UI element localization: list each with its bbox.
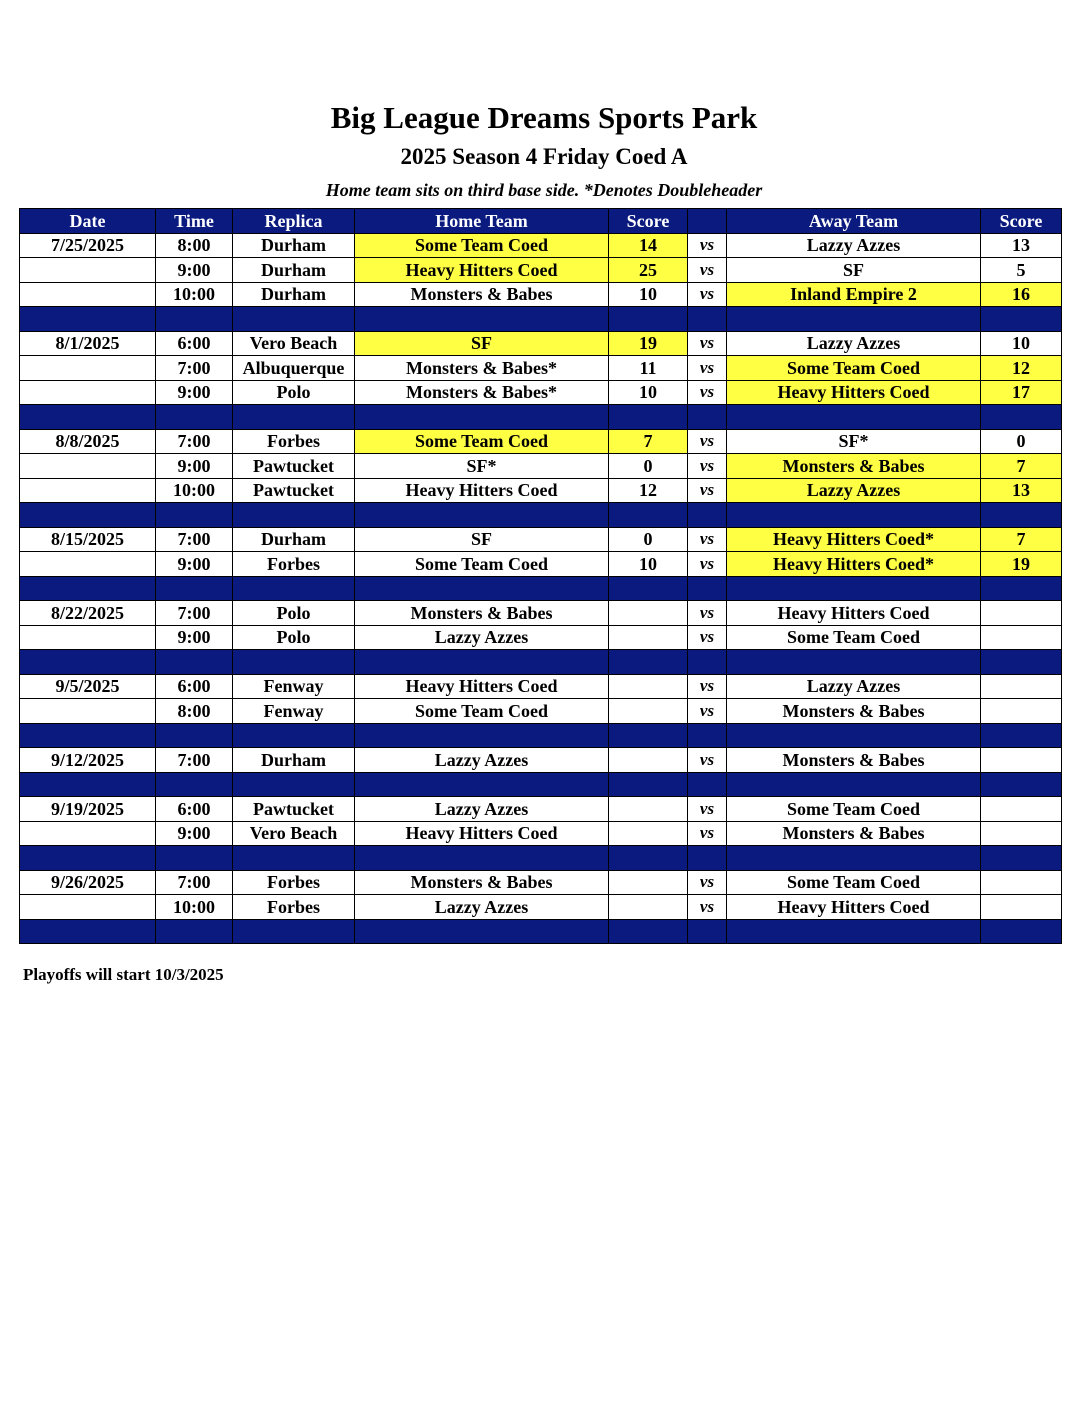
separator-row (20, 772, 1062, 797)
home-score: 19 (609, 331, 688, 356)
game-date (20, 699, 156, 724)
separator-row (20, 723, 1062, 748)
home-team: Some Team Coed (355, 233, 609, 258)
separator-cell (609, 405, 688, 430)
vs-label: vs (688, 282, 727, 307)
table-row (20, 527, 1062, 552)
away-score: 16 (981, 282, 1062, 307)
separator-cell (688, 772, 727, 797)
away-score (981, 821, 1062, 846)
home-score: 11 (609, 356, 688, 381)
schedule-note: Home team sits on third base side. *Denotes Doubleheader (325, 180, 763, 200)
game-date: 9/19/2025 (20, 797, 156, 822)
separator-row (20, 650, 1062, 675)
home-team: Some Team Coed (355, 429, 609, 454)
separator-cell (981, 919, 1062, 944)
vs-label: vs (688, 552, 727, 577)
away-team: Monsters & Babes (727, 821, 981, 846)
away-score: 12 (981, 356, 1062, 381)
home-score: 7 (609, 429, 688, 454)
separator-row (20, 503, 1062, 528)
game-replica: Fenway (233, 699, 355, 724)
separator-cell (156, 405, 233, 430)
separator-cell (233, 650, 355, 675)
home-score: 25 (609, 258, 688, 283)
home-team: Some Team Coed (355, 699, 609, 724)
vs-label: vs (688, 233, 727, 258)
away-score (981, 625, 1062, 650)
home-score: 14 (609, 233, 688, 258)
game-replica: Durham (233, 527, 355, 552)
vs-label: vs (688, 380, 727, 405)
game-time: 9:00 (156, 552, 233, 577)
game-time: 9:00 (156, 821, 233, 846)
separator-cell (727, 405, 981, 430)
separator-cell (233, 772, 355, 797)
game-date (20, 380, 156, 405)
col-header-home-score: Score (609, 209, 688, 234)
table-row (20, 625, 1062, 650)
away-team: Lazzy Azzes (727, 674, 981, 699)
game-replica: Polo (233, 601, 355, 626)
separator-cell (609, 307, 688, 332)
game-date (20, 552, 156, 577)
table-row (20, 895, 1062, 920)
away-score (981, 748, 1062, 773)
home-score (609, 674, 688, 699)
table-row (20, 233, 1062, 258)
separator-cell (233, 503, 355, 528)
home-team: SF (355, 331, 609, 356)
separator-cell (355, 846, 609, 871)
game-date (20, 895, 156, 920)
game-replica: Durham (233, 748, 355, 773)
home-team: Lazzy Azzes (355, 625, 609, 650)
separator-cell (20, 650, 156, 675)
vs-label: vs (688, 429, 727, 454)
separator-cell (727, 576, 981, 601)
separator-cell (688, 650, 727, 675)
home-score: 0 (609, 527, 688, 552)
separator-cell (233, 919, 355, 944)
schedule-body (20, 233, 1062, 944)
vs-label: vs (688, 258, 727, 283)
game-date (20, 625, 156, 650)
vs-label: vs (688, 625, 727, 650)
vs-label: vs (688, 699, 727, 724)
vs-label: vs (688, 797, 727, 822)
separator-cell (355, 307, 609, 332)
separator-cell (727, 919, 981, 944)
table-row (20, 454, 1062, 479)
home-score (609, 699, 688, 724)
separator-cell (156, 650, 233, 675)
game-time: 10:00 (156, 478, 233, 503)
home-score: 0 (609, 454, 688, 479)
separator-cell (609, 723, 688, 748)
table-row (20, 380, 1062, 405)
away-score (981, 797, 1062, 822)
page-title: Big League Dreams Sports Park (330, 100, 758, 135)
away-team: SF (727, 258, 981, 283)
separator-row (20, 307, 1062, 332)
home-team: Monsters & Babes (355, 601, 609, 626)
away-team: Some Team Coed (727, 356, 981, 381)
vs-label: vs (688, 478, 727, 503)
col-header-away-team: Away Team (727, 209, 981, 234)
separator-cell (609, 503, 688, 528)
game-replica: Pawtucket (233, 478, 355, 503)
game-replica: Durham (233, 233, 355, 258)
vs-label: vs (688, 748, 727, 773)
playoffs-note: Playoffs will start 10/3/2025 (23, 965, 224, 984)
away-score (981, 699, 1062, 724)
vs-label: vs (688, 674, 727, 699)
away-team: Heavy Hitters Coed (727, 895, 981, 920)
away-score (981, 895, 1062, 920)
separator-cell (981, 307, 1062, 332)
table-row (20, 601, 1062, 626)
table-row (20, 356, 1062, 381)
separator-cell (981, 405, 1062, 430)
away-team: Heavy Hitters Coed (727, 380, 981, 405)
game-date (20, 258, 156, 283)
home-team: Monsters & Babes (355, 870, 609, 895)
separator-cell (609, 772, 688, 797)
vs-label: vs (688, 601, 727, 626)
game-time: 10:00 (156, 282, 233, 307)
separator-cell (981, 723, 1062, 748)
home-team: Lazzy Azzes (355, 895, 609, 920)
separator-cell (20, 576, 156, 601)
table-row (20, 797, 1062, 822)
separator-cell (609, 650, 688, 675)
away-team: Monsters & Babes (727, 699, 981, 724)
col-header-vs (688, 209, 727, 234)
game-time: 6:00 (156, 331, 233, 356)
home-team: Heavy Hitters Coed (355, 258, 609, 283)
game-date: 8/22/2025 (20, 601, 156, 626)
away-score: 10 (981, 331, 1062, 356)
table-row (20, 748, 1062, 773)
separator-cell (609, 576, 688, 601)
away-team: Lazzy Azzes (727, 478, 981, 503)
table-row (20, 699, 1062, 724)
separator-cell (981, 650, 1062, 675)
home-team: Lazzy Azzes (355, 748, 609, 773)
col-header-home-team: Home Team (355, 209, 609, 234)
home-score (609, 870, 688, 895)
separator-cell (688, 405, 727, 430)
away-team: Heavy Hitters Coed (727, 601, 981, 626)
game-time: 7:00 (156, 429, 233, 454)
game-date (20, 478, 156, 503)
table-row (20, 282, 1062, 307)
separator-cell (156, 772, 233, 797)
separator-row (20, 846, 1062, 871)
game-replica: Forbes (233, 870, 355, 895)
game-replica: Albuquerque (233, 356, 355, 381)
separator-cell (727, 772, 981, 797)
home-team: Lazzy Azzes (355, 797, 609, 822)
game-replica: Pawtucket (233, 797, 355, 822)
away-score: 13 (981, 478, 1062, 503)
game-replica: Durham (233, 258, 355, 283)
col-header-away-score: Score (981, 209, 1062, 234)
separator-cell (156, 919, 233, 944)
game-time: 9:00 (156, 625, 233, 650)
game-replica: Pawtucket (233, 454, 355, 479)
game-time: 7:00 (156, 601, 233, 626)
away-team: Heavy Hitters Coed* (727, 527, 981, 552)
col-header-replica: Replica (233, 209, 355, 234)
away-score (981, 870, 1062, 895)
game-time: 7:00 (156, 527, 233, 552)
away-team: Monsters & Babes (727, 454, 981, 479)
game-date: 7/25/2025 (20, 233, 156, 258)
separator-cell (355, 576, 609, 601)
game-date: 8/8/2025 (20, 429, 156, 454)
game-replica: Durham (233, 282, 355, 307)
separator-cell (355, 919, 609, 944)
game-time: 10:00 (156, 895, 233, 920)
game-date (20, 356, 156, 381)
game-replica: Polo (233, 380, 355, 405)
table-row (20, 821, 1062, 846)
table-row (20, 674, 1062, 699)
away-score: 13 (981, 233, 1062, 258)
game-date: 9/5/2025 (20, 674, 156, 699)
separator-cell (727, 307, 981, 332)
separator-cell (688, 919, 727, 944)
game-time: 9:00 (156, 454, 233, 479)
separator-row (20, 405, 1062, 430)
game-time: 6:00 (156, 674, 233, 699)
separator-cell (355, 405, 609, 430)
home-team: Monsters & Babes* (355, 356, 609, 381)
home-team: Monsters & Babes (355, 282, 609, 307)
home-team: Heavy Hitters Coed (355, 821, 609, 846)
separator-cell (355, 723, 609, 748)
home-score (609, 821, 688, 846)
table-row (20, 552, 1062, 577)
table-row (20, 258, 1062, 283)
separator-cell (688, 723, 727, 748)
away-score (981, 601, 1062, 626)
home-score (609, 797, 688, 822)
away-score: 0 (981, 429, 1062, 454)
separator-cell (688, 576, 727, 601)
vs-label: vs (688, 454, 727, 479)
home-score: 12 (609, 478, 688, 503)
separator-cell (20, 405, 156, 430)
separator-cell (981, 846, 1062, 871)
page-subtitle: 2025 Season 4 Friday Coed A (400, 144, 688, 169)
header-row (20, 209, 1062, 234)
home-team: Heavy Hitters Coed (355, 478, 609, 503)
game-replica: Forbes (233, 552, 355, 577)
home-team: Heavy Hitters Coed (355, 674, 609, 699)
separator-cell (20, 772, 156, 797)
away-team: Monsters & Babes (727, 748, 981, 773)
vs-label: vs (688, 870, 727, 895)
game-time: 7:00 (156, 870, 233, 895)
game-date: 9/26/2025 (20, 870, 156, 895)
away-team: Some Team Coed (727, 797, 981, 822)
separator-cell (233, 576, 355, 601)
separator-cell (981, 576, 1062, 601)
separator-cell (688, 307, 727, 332)
game-replica: Polo (233, 625, 355, 650)
away-score (981, 674, 1062, 699)
away-team: Lazzy Azzes (727, 331, 981, 356)
home-score (609, 895, 688, 920)
game-time: 7:00 (156, 356, 233, 381)
vs-label: vs (688, 527, 727, 552)
separator-cell (727, 846, 981, 871)
home-score (609, 625, 688, 650)
game-replica: Forbes (233, 429, 355, 454)
away-team: Inland Empire 2 (727, 282, 981, 307)
separator-row (20, 919, 1062, 944)
separator-cell (233, 405, 355, 430)
away-team: Some Team Coed (727, 625, 981, 650)
col-header-time: Time (156, 209, 233, 234)
col-header-date: Date (20, 209, 156, 234)
game-time: 8:00 (156, 699, 233, 724)
vs-label: vs (688, 331, 727, 356)
table-row (20, 870, 1062, 895)
separator-cell (20, 503, 156, 528)
away-score: 7 (981, 527, 1062, 552)
home-team: SF* (355, 454, 609, 479)
game-replica: Vero Beach (233, 331, 355, 356)
separator-cell (355, 772, 609, 797)
game-date (20, 454, 156, 479)
separator-cell (156, 846, 233, 871)
away-score: 5 (981, 258, 1062, 283)
separator-cell (156, 723, 233, 748)
game-time: 6:00 (156, 797, 233, 822)
game-date (20, 282, 156, 307)
game-time: 7:00 (156, 748, 233, 773)
schedule-table (19, 208, 1062, 944)
away-team: Lazzy Azzes (727, 233, 981, 258)
table-row (20, 478, 1062, 503)
away-score: 19 (981, 552, 1062, 577)
home-team: SF (355, 527, 609, 552)
home-score: 10 (609, 282, 688, 307)
away-team: Heavy Hitters Coed* (727, 552, 981, 577)
home-score (609, 601, 688, 626)
separator-cell (20, 307, 156, 332)
game-date: 8/1/2025 (20, 331, 156, 356)
separator-cell (20, 846, 156, 871)
table-row (20, 331, 1062, 356)
separator-cell (156, 503, 233, 528)
game-time: 9:00 (156, 258, 233, 283)
game-replica: Fenway (233, 674, 355, 699)
game-replica: Forbes (233, 895, 355, 920)
game-date (20, 821, 156, 846)
game-time: 8:00 (156, 233, 233, 258)
home-score (609, 748, 688, 773)
away-score: 17 (981, 380, 1062, 405)
separator-row (20, 576, 1062, 601)
home-score: 10 (609, 552, 688, 577)
separator-cell (20, 919, 156, 944)
separator-cell (233, 307, 355, 332)
away-team: Some Team Coed (727, 870, 981, 895)
game-date: 9/12/2025 (20, 748, 156, 773)
separator-cell (727, 503, 981, 528)
away-score: 7 (981, 454, 1062, 479)
separator-cell (355, 503, 609, 528)
game-date: 8/15/2025 (20, 527, 156, 552)
separator-cell (688, 503, 727, 528)
home-score: 10 (609, 380, 688, 405)
game-time: 9:00 (156, 380, 233, 405)
table-row (20, 429, 1062, 454)
separator-cell (20, 723, 156, 748)
separator-cell (609, 846, 688, 871)
home-team: Some Team Coed (355, 552, 609, 577)
separator-cell (609, 919, 688, 944)
separator-cell (233, 846, 355, 871)
home-team: Monsters & Babes* (355, 380, 609, 405)
separator-cell (727, 723, 981, 748)
separator-cell (233, 723, 355, 748)
vs-label: vs (688, 356, 727, 381)
game-replica: Vero Beach (233, 821, 355, 846)
separator-cell (156, 307, 233, 332)
separator-cell (688, 846, 727, 871)
vs-label: vs (688, 821, 727, 846)
separator-cell (981, 503, 1062, 528)
vs-label: vs (688, 895, 727, 920)
separator-cell (156, 576, 233, 601)
away-team: SF* (727, 429, 981, 454)
separator-cell (727, 650, 981, 675)
separator-cell (355, 650, 609, 675)
separator-cell (981, 772, 1062, 797)
